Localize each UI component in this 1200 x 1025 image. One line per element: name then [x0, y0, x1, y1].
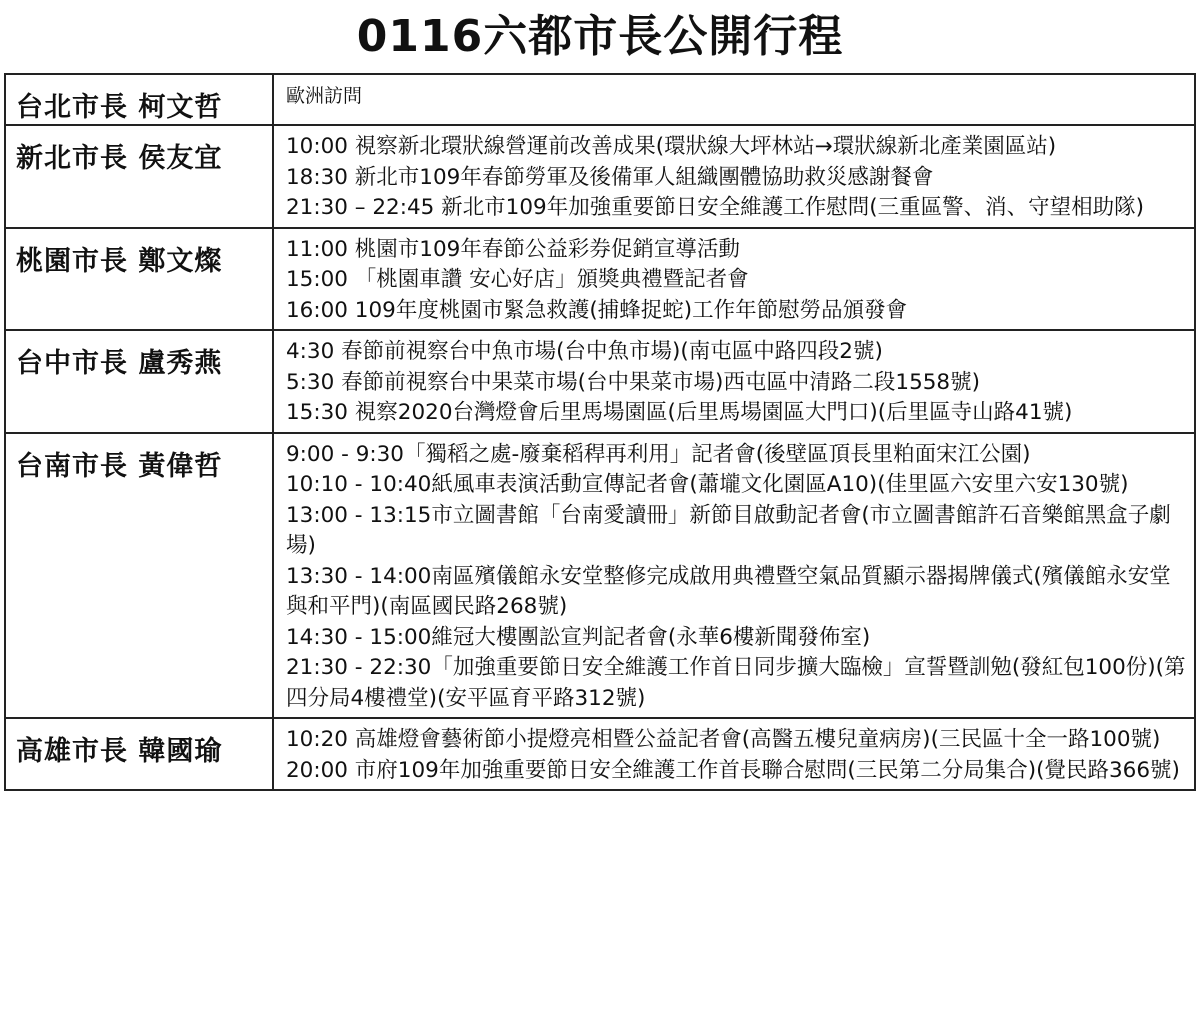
schedule-cell [273, 718, 1195, 790]
schedule-table [4, 73, 1196, 791]
table-row [5, 228, 1195, 331]
schedule-item: 13:30 - 14:00南區殯儀館永安堂整修完成啟用典禮暨空氣品質顯示器揭牌儀式(殯儀館永安堂與和平門)(南區國民路268號) [286, 563, 1171, 619]
schedule-item: 18:30 新北市109年春節勞軍及後備軍人組織團體協助救災感謝餐會 [286, 164, 934, 190]
table-row [5, 125, 1195, 228]
schedule-cell [273, 330, 1195, 433]
table-row [5, 330, 1195, 433]
schedule-item: 5:30 春節前視察台中果菜市場(台中果菜市場)西屯區中清路二段1558號) [286, 369, 980, 395]
schedule-item: 21:30 – 22:45 新北市109年加強重要節日安全維護工作慰問(三重區警、消、守望相助隊) [286, 195, 1144, 220]
mayor-name: 新北市長 侯友宜 [5, 125, 273, 228]
mayor-name: 高雄市長 韓國瑜 [5, 718, 273, 790]
schedule-item: 11:00 桃園市109年春節公益彩券促銷宣導活動 [286, 236, 740, 262]
schedule-item: 14:30 - 15:00維冠大樓團訟宣判記者會(永華6樓新聞發佈室) [286, 624, 871, 650]
mayor-name: 台南市長 黃偉哲 [5, 433, 273, 719]
schedule-item: 15:30 視察2020台灣燈會后里馬場園區(后里馬場園區大門口)(后里區寺山路41號) [286, 400, 1073, 425]
schedule-item: 13:00 - 13:15市立圖書館「台南愛讀冊」新節目啟動記者會(市立圖書館許石音樂館黑盒子劇場) [286, 502, 1171, 558]
schedule-item: 歐洲訪問 [286, 85, 363, 107]
schedule-item: 10:20 高雄燈會藝術節小提燈亮相暨公益記者會(高醫五樓兒童病房)(三民區十全一路100號) [286, 727, 1161, 752]
schedule-item: 4:30 春節前視察台中魚市場(台中魚市場)(南屯區中路四段2號) [286, 339, 883, 364]
schedule-item: 9:00 - 9:30「獨稻之處-廢棄稻稈再利用」記者會(後壁區頂長里粕面宋江公園) [286, 441, 1031, 467]
schedule-item: 21:30 - 22:30「加強重要節日安全維護工作首日同步擴大臨檢」宣誓暨訓勉(發紅包100份)(第四分局4樓禮堂)(安平區育平路312號) [286, 655, 1186, 711]
schedule-item: 20:00 市府109年加強重要節日安全維護工作首長聯合慰問(三民第二分局集合)(覺民路366號) [286, 757, 1180, 783]
schedule-cell [273, 74, 1195, 125]
schedule-cell [273, 125, 1195, 228]
mayor-name: 台北市長 柯文哲 [5, 74, 273, 125]
table-row [5, 718, 1195, 790]
schedule-cell [273, 228, 1195, 331]
table-row [5, 433, 1195, 719]
schedule-item: 10:10 - 10:40紙風車表演活動宣傳記者會(蕭壠文化園區A10)(佳里區六安里六安130號) [286, 472, 1129, 497]
schedule-item: 15:00 「桃園車讚 安心好店」頒獎典禮暨記者會 [286, 267, 749, 292]
page-title: 0116六都市長公開行程 [356, 11, 844, 62]
table-row [5, 74, 1195, 125]
schedule-item: 10:00 視察新北環狀線營運前改善成果(環狀線大坪林站→環狀線新北產業園區站) [286, 134, 1057, 159]
schedule-cell [273, 433, 1195, 719]
mayor-name: 桃園市長 鄭文燦 [5, 228, 273, 331]
mayor-name: 台中市長 盧秀燕 [5, 330, 273, 433]
schedule-item: 16:00 109年度桃園市緊急救護(捕蜂捉蛇)工作年節慰勞品頒發會 [286, 297, 908, 323]
